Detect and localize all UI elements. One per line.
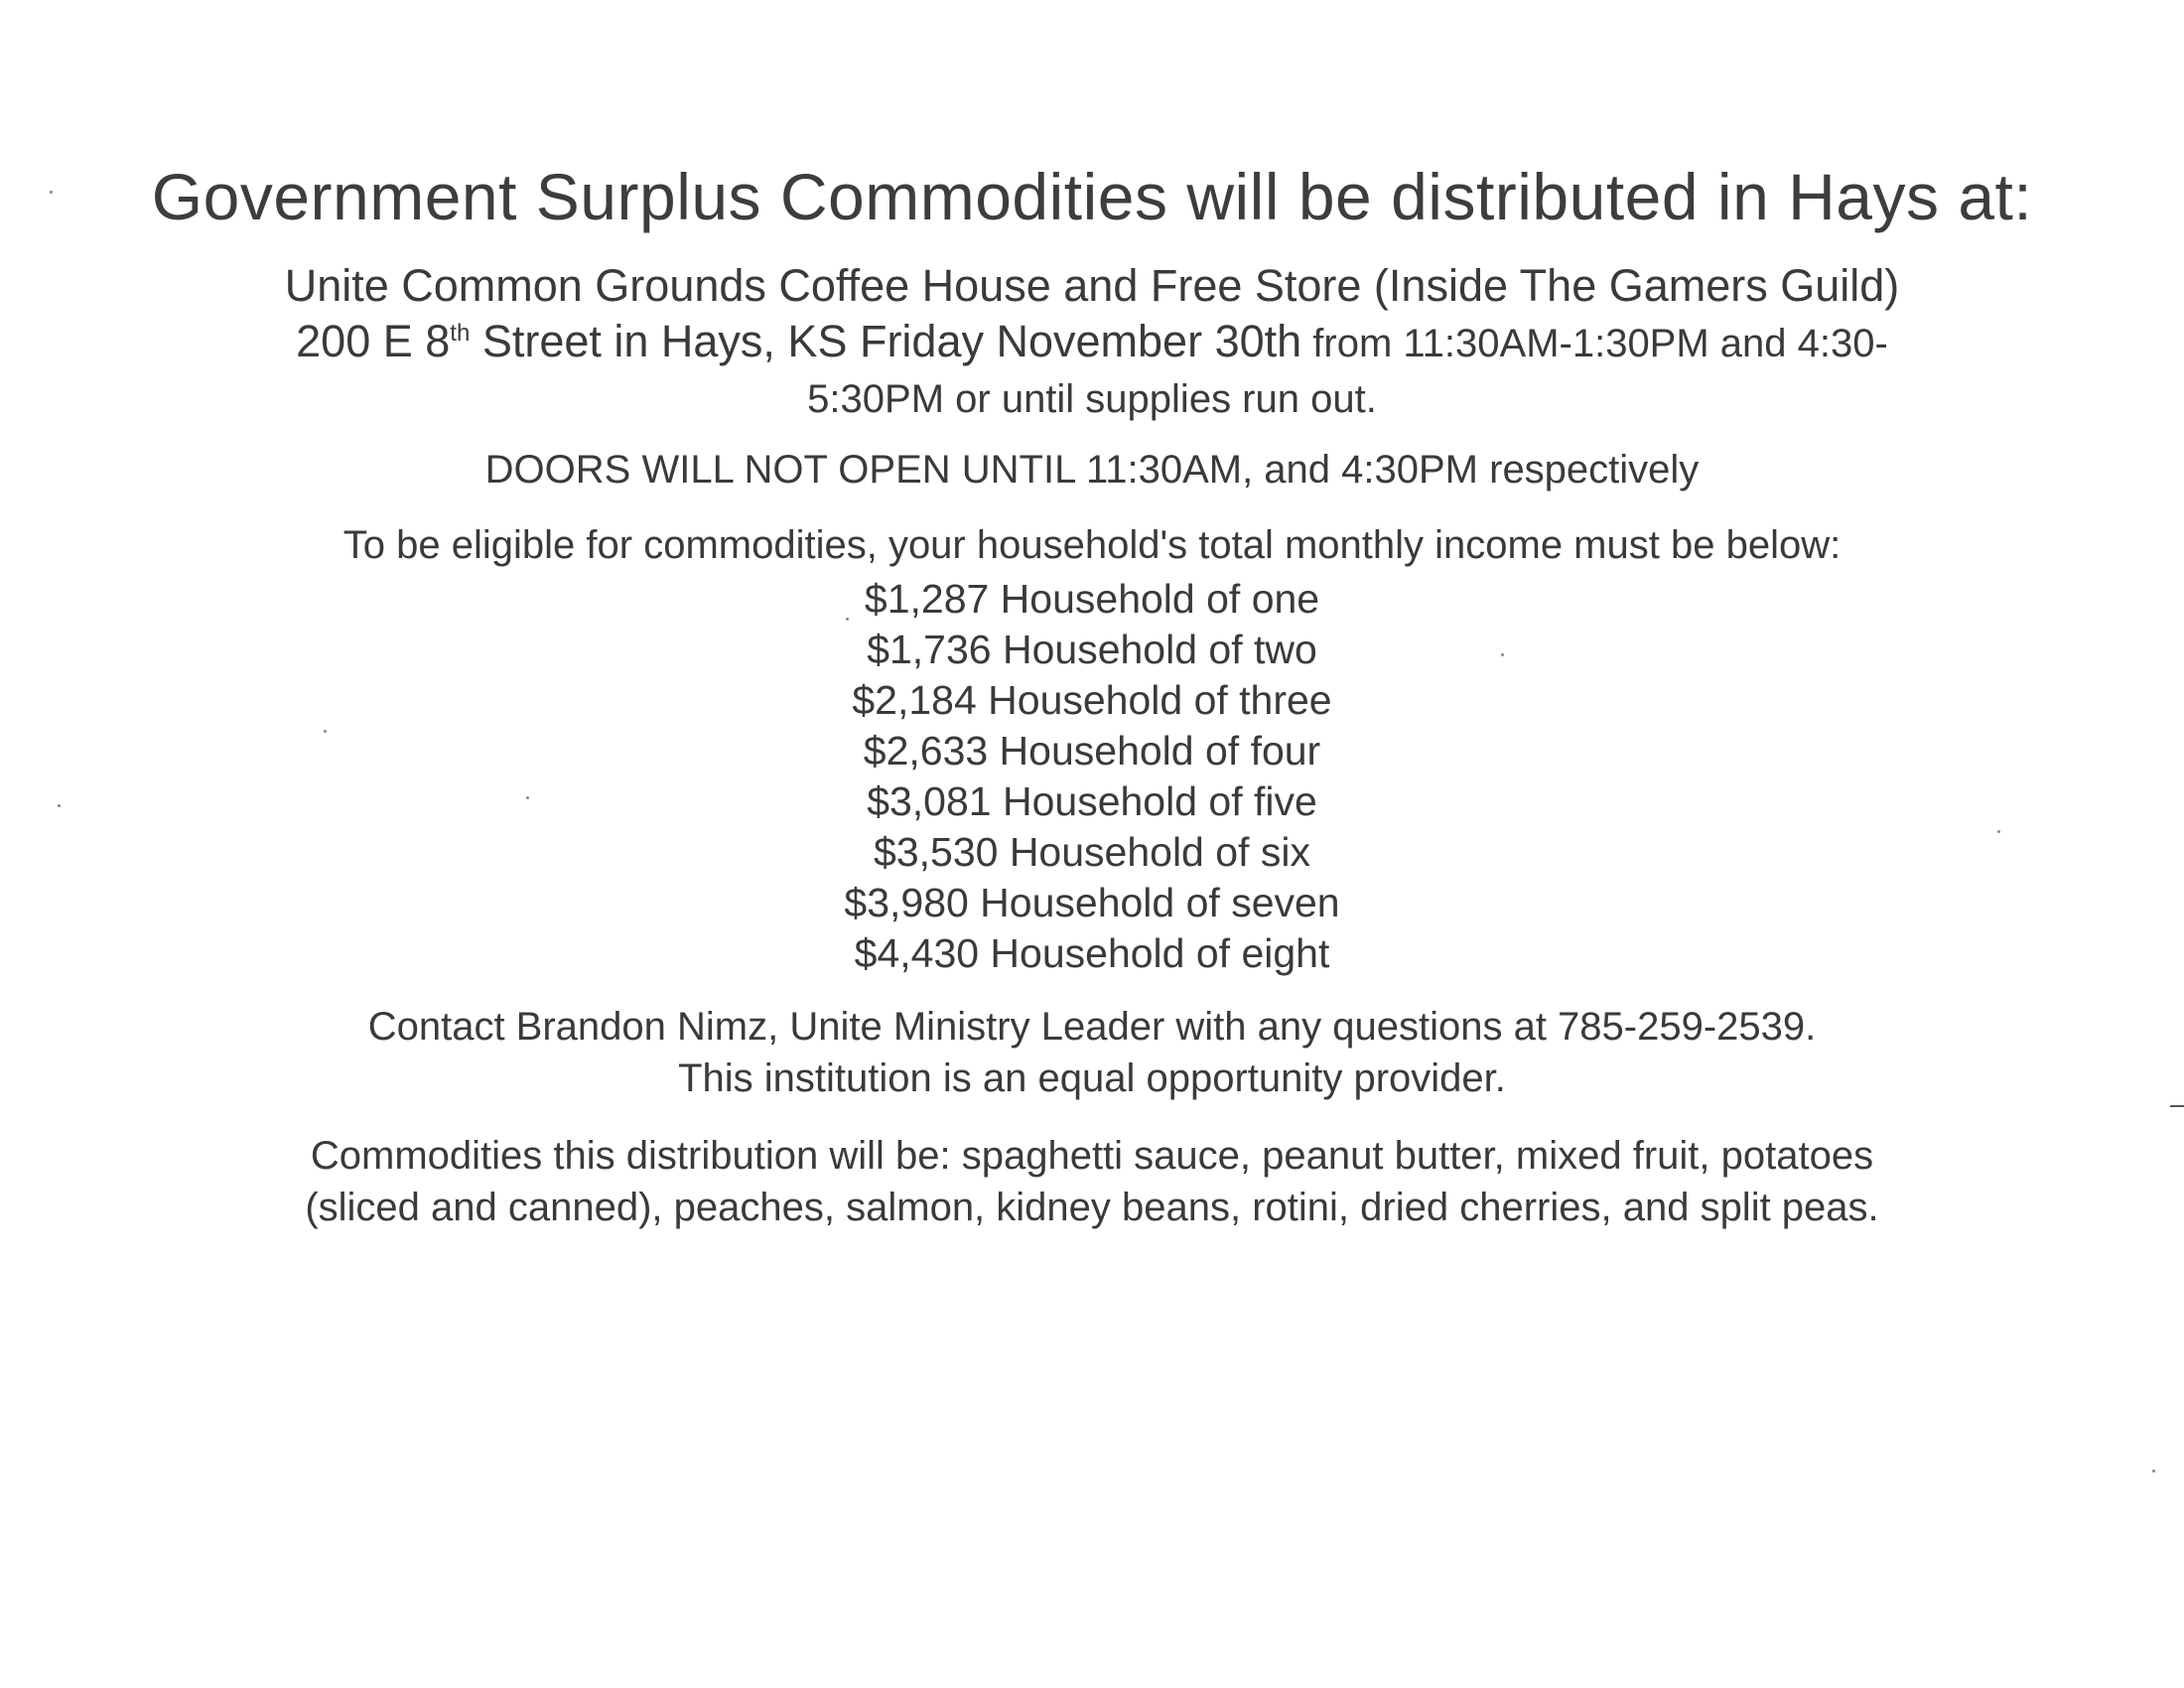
scan-speck — [2152, 1470, 2155, 1473]
commodities-line: Commodities this distribution will be: spaghetti sauce, peanut butter, mixed fruit, potatoes — [310, 1134, 1874, 1178]
income-limit-item: $4,430 Household of eight — [854, 930, 1330, 976]
scan-speck — [324, 730, 327, 733]
scan-speck — [50, 191, 53, 194]
income-limit-item: $2,633 Household of four — [863, 728, 1321, 774]
eligibility-intro: To be eligible for commodities, your household's total monthly income must be below: — [342, 523, 1842, 567]
scan-speck — [526, 796, 529, 799]
income-limit-item: $3,530 Household of six — [874, 829, 1310, 875]
address-date: Street in Hays, KS Friday November 30th — [470, 316, 1302, 366]
distribution-times: from 11:30AM-1:30PM and 4:30- — [1301, 322, 1888, 365]
income-limit-item: $3,980 Household of seven — [844, 880, 1340, 925]
income-limit-item: $1,736 Household of two — [867, 627, 1317, 672]
distribution-times-end: 5:30PM or until supplies run out. — [807, 377, 1377, 421]
scan-speck — [1997, 830, 2000, 833]
address-number: 200 E 8 — [296, 316, 451, 366]
income-limit-list — [0, 574, 2184, 979]
contact-section — [0, 1001, 2184, 1104]
income-limit-item: $1,287 Household of one — [864, 576, 1320, 622]
venue-details — [159, 258, 2025, 427]
contact-line: Contact Brandon Nimz, Unite Ministry Leader with any questions at 785-259-2539. — [367, 1005, 1817, 1049]
scan-speck — [846, 618, 849, 621]
commodities-line: (sliced and canned), peaches, salmon, kidney beans, rotini, dried cherries, and split peas. — [305, 1186, 1879, 1229]
commodities-list — [179, 1130, 2005, 1233]
scan-speck — [58, 804, 61, 807]
doors-notice: DOORS WILL NOT OPEN UNTIL 11:30AM, and 4:30PM respectively — [484, 448, 1700, 492]
equal-opportunity-statement: This institution is an equal opportunity provider. — [678, 1056, 1506, 1100]
scan-mark — [2170, 1105, 2184, 1107]
ordinal-suffix: th — [450, 320, 471, 347]
venue-name: Unite Common Grounds Coffee House and Free Store (Inside The Gamers Guild) — [284, 260, 1900, 311]
flyer-title: Government Surplus Commodities will be distributed in Hays at: — [151, 160, 2033, 233]
income-limit-item: $3,081 Household of five — [867, 778, 1317, 824]
income-limit-item: $2,184 Household of three — [852, 677, 1332, 723]
scan-speck — [1501, 653, 1504, 656]
venue-address-line — [159, 314, 2025, 371]
